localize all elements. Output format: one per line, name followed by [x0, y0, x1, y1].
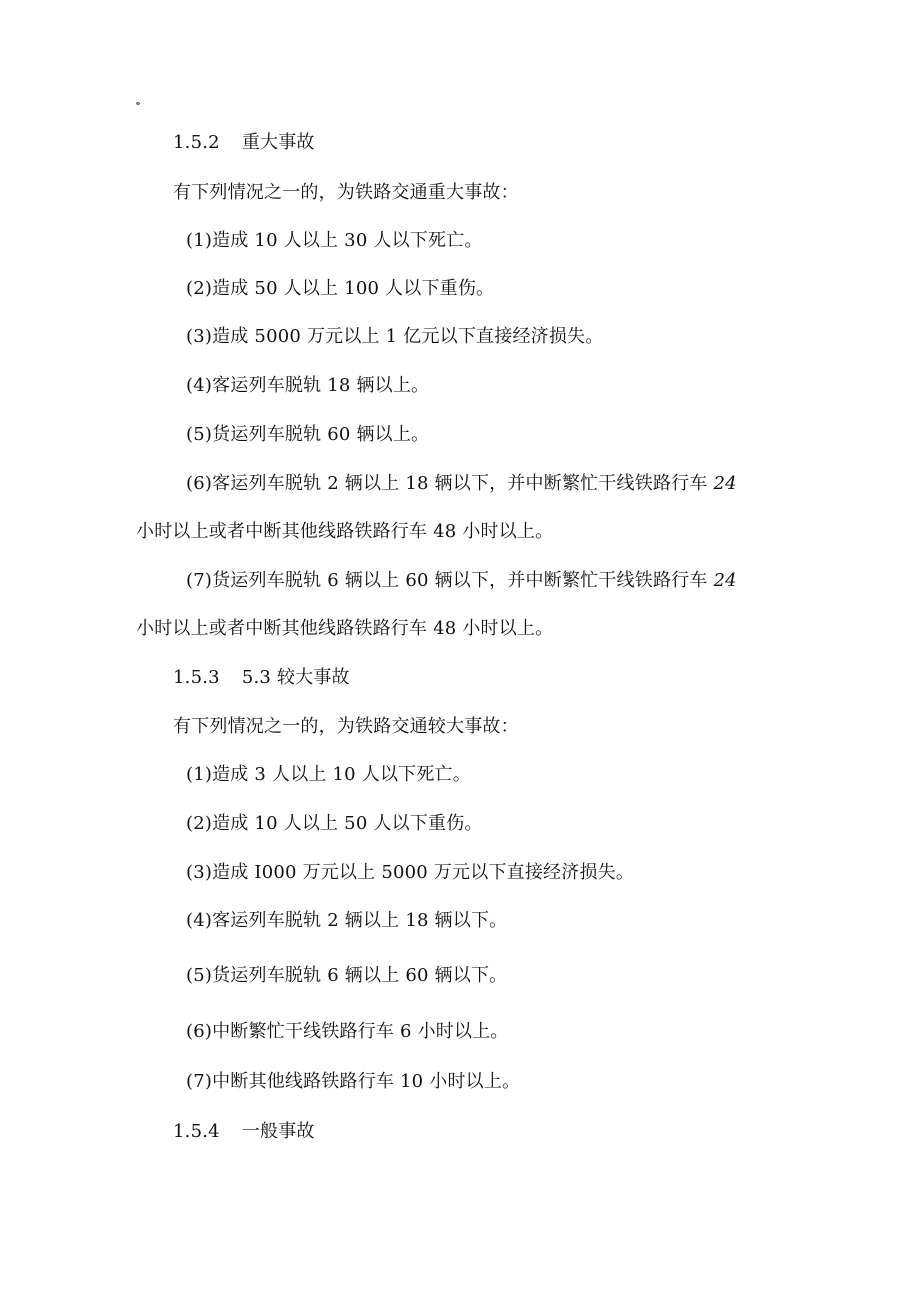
section-title: 5.3 较大事故 [241, 667, 350, 688]
list-item-continuation: 小时以上或者中断其他线路铁路行车 48 小时以上。 [136, 521, 554, 542]
list-item [186, 472, 737, 496]
list-item: (6)中断繁忙干线铁路行车 6 小时以上。 [186, 1021, 509, 1042]
list-item-number: 24 [713, 473, 737, 494]
section-title: 一般事故 [241, 1121, 315, 1142]
list-item: (7)中断其他线路铁路行车 10 小时以上。 [186, 1071, 521, 1092]
list-item: (4)客运列车脱轨 18 辆以上。 [186, 375, 430, 396]
list-item-text: (6)客运列车脱轨 2 辆以上 18 辆以下，并中断繁忙干线铁路行车 [186, 473, 714, 494]
section-title: 重大事故 [241, 132, 315, 153]
section-intro: 有下列情况之一的，为铁路交通较大事故： [173, 716, 519, 737]
list-item: (5)货运列车脱轨 60 辆以上。 [186, 424, 430, 445]
list-item: (1)造成 10 人以上 30 人以下死亡。 [186, 230, 483, 251]
list-item-text: (7)货运列车脱轨 6 辆以上 60 辆以下，并中断繁忙干线铁路行车 [186, 570, 714, 591]
list-item: (4)客运列车脱轨 2 辆以上 18 辆以下。 [186, 910, 508, 931]
list-item: (3)造成 5000 万元以上 1 亿元以下直接经济损失。 [186, 326, 604, 347]
section-number: 1.5.4 [173, 1121, 220, 1142]
list-item: (2)造成 10 人以上 50 人以下重伤。 [186, 813, 483, 834]
list-item-number: 24 [713, 570, 737, 591]
list-item: (5)货运列车脱轨 6 辆以上 60 辆以下。 [186, 965, 508, 986]
list-item [186, 569, 737, 593]
section-number: 1.5.3 [173, 667, 220, 688]
list-item: (3)造成 I000 万元以上 5000 万元以下直接经济损失。 [186, 862, 635, 883]
section-heading-1-5-4 [173, 1120, 315, 1144]
section-heading-1-5-3 [173, 666, 350, 690]
list-item: (2)造成 50 人以上 100 人以下重伤。 [186, 278, 495, 299]
list-item: (1)造成 3 人以上 10 人以下死亡。 [186, 764, 471, 785]
section-heading-1-5-2 [173, 131, 315, 155]
section-intro: 有下列情况之一的，为铁路交通重大事故： [173, 182, 519, 203]
list-item-continuation: 小时以上或者中断其他线路铁路行车 48 小时以上。 [136, 618, 554, 639]
section-number: 1.5.2 [173, 132, 220, 153]
corner-mark: ₒ [136, 98, 141, 108]
